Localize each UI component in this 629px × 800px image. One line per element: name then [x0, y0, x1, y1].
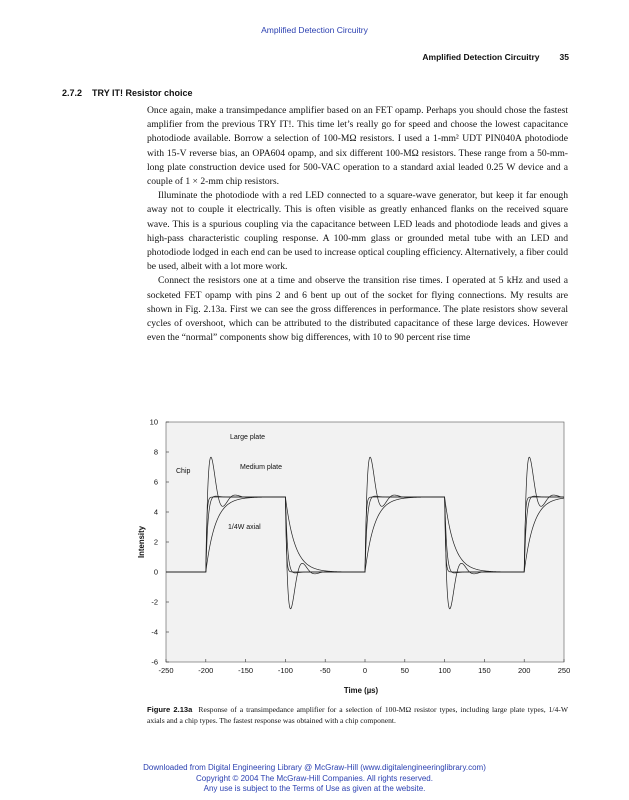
footer [0, 763, 629, 795]
top-header-link[interactable]: Amplified Detection Circuitry [261, 25, 368, 35]
y-tick-label: -6 [151, 657, 158, 667]
body-text [147, 104, 568, 345]
x-tick-label: 0 [362, 666, 368, 675]
annotation-chip: Chip [176, 468, 191, 475]
x-tick-label: -50 [319, 666, 331, 675]
y-tick-label: 6 [153, 477, 158, 487]
paragraph: Connect the resistors one at a time and observe the transition rise times. I operated at 5 kHz and used a socketed FET opamp with pins 2 and 6 bent up out of the socket for flying connections. My results are shown in Fig. 2.13a. First we can see the gross differences in performance. The plate resistors show several cycles of overshoot, which can be attributed to the distributed capacitance of these large devices. However even the “normal” components show big differences, with 10 to 90 percent rise time [147, 275, 568, 344]
y-tick-label: 4 [153, 507, 158, 517]
section-heading [62, 88, 193, 98]
footer-terms: Any use is subject to the Terms of Use as given at the website. [203, 784, 426, 793]
y-tick-label: 2 [153, 537, 158, 547]
plot-frame [166, 422, 564, 662]
caption-text: Response of a transimpedance amplifier for a selection of 100-MΩ resistor types, including large plate types, 1/4-W axials and a chip types. The fastest response was obtained with a chip component. [147, 705, 568, 725]
page-number: 35 [559, 52, 569, 62]
x-tick-label: 100 [438, 666, 451, 675]
running-head [422, 52, 569, 62]
x-tick-label: 250 [557, 666, 571, 675]
y-tick-label: 8 [153, 447, 158, 457]
annotation-quarter-watt-axial: 1/4W axial [228, 524, 261, 531]
x-axis-title: Time (µs) [343, 686, 379, 695]
running-title: Amplified Detection Circuitry [422, 52, 540, 62]
x-tick-label: -100 [277, 666, 293, 675]
x-tick-label: 200 [517, 666, 531, 675]
y-tick-label: -4 [151, 627, 158, 637]
x-tick-label: 50 [400, 666, 409, 675]
y-tick-label: 10 [149, 418, 158, 427]
x-tick-label: -150 [238, 666, 254, 675]
figure-2-13a [132, 418, 572, 698]
y-tick-label: 0 [153, 567, 158, 577]
section-number: 2.7.2 [62, 88, 83, 98]
x-tick-label: 150 [478, 666, 491, 675]
x-tick-label: -250 [158, 666, 174, 675]
footer-download-link[interactable]: Downloaded from Digital Engineering Library @ McGraw-Hill (www.digitalengineeringlibrary.com) [143, 763, 486, 772]
paragraph: Once again, make a transimpedance amplifier based on an FET opamp. Perhaps you should chose the fastest amplifier from the previous TRY IT!. This time let’s really go for speed and choose the lowest capacitance photodiode available. Borrow a selection of 100-MΩ resistors. I used a 1-mm² UDT PIN040A photodiode with 15-V reverse bias, an OPA604 opamp, and six different 100-MΩ resistors. These range from a 50-mm-long plate construction device used for 500-VAC operation to a standard axial leaded 0.25 W device and a couple of 1 × 2-mm chip resistors. [147, 105, 568, 188]
figure-label: Figure 2.13a [147, 705, 193, 714]
y-tick-label: -2 [151, 597, 158, 607]
figure-caption [147, 705, 568, 726]
annotation-medium-plate: Medium plate [240, 464, 283, 471]
section-title: TRY IT! Resistor choice [92, 88, 193, 98]
response-chart [132, 418, 572, 698]
paragraph: Illuminate the photodiode with a red LED connected to a square-wave generator, but keep it far enough away not to couple it electrically. This is often visible as greatly enhanced flanks on the received square wave. This is a spurious coupling via the capacitance between LED leads and photodiode leads and gives a high-pass characteristic coupling response. A 100-mm glass or grounded metal tube with an LED and photodiode lodged in each end can be used to increase optical coupling efficiency. Alternatively, a fiber could be used, albeit with a lot more work. [147, 190, 568, 273]
annotation-large-plate: Large plate [230, 434, 266, 441]
footer-copyright: Copyright © 2004 The McGraw-Hill Companies. All rights reserved. [196, 773, 433, 783]
y-axis-title: Intensity [137, 525, 146, 559]
x-tick-label: -200 [198, 666, 214, 675]
